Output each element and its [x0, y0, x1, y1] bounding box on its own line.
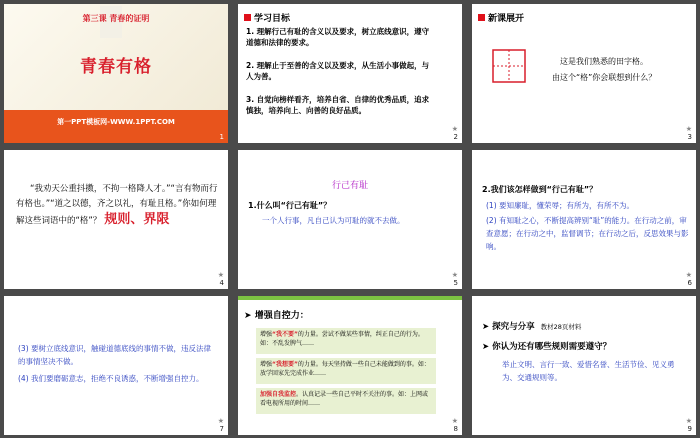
slide-8-thumbnail[interactable] [238, 296, 462, 435]
heading-text: 增强自控力： [254, 311, 309, 321]
heading-text: 探究与分享 [492, 322, 535, 332]
slide-5-thumbnail[interactable] [238, 150, 462, 289]
quotation-body: “我劝天公重抖擞，不拘一格降人才。”“言有物而行有格也。”“道之以德，齐之以礼，有耻且格。”你如何理解这些词语中的“格”？ [16, 184, 218, 226]
arrow-bullet-icon: ➤ [482, 322, 493, 332]
section-title: 行己有耻 [331, 181, 368, 191]
slide-7-thumbnail[interactable] [4, 296, 228, 435]
intro-line-1: 这是我们熟悉的田字格。 [560, 57, 648, 66]
slide-number: 5 [453, 279, 458, 287]
tianzige-grid-icon [492, 49, 526, 83]
tip-box-1 [256, 328, 436, 354]
slide-number: 6 [687, 279, 692, 287]
bullet-square-icon [478, 14, 485, 21]
tip-box-2 [256, 358, 436, 384]
lesson-title: 青春有格 [80, 57, 152, 77]
tip-prefix: 增强 [260, 361, 273, 368]
point-4: (4) 我们要磨砺意志，拒绝不良诱惑，不断增强自控力。 [18, 374, 204, 383]
slide-number: 8 [453, 425, 458, 433]
transition-star-icon: ★ [685, 271, 692, 279]
slide-number: 9 [687, 425, 692, 433]
slide-number: 4 [219, 279, 224, 287]
tip-box-3 [256, 388, 436, 414]
arrow-bullet-icon: ➤ [244, 311, 255, 321]
slide-6-thumbnail[interactable] [472, 150, 696, 289]
objective-1: 1. 理解行己有耻的含义以及要求，树立底线意识，遵守道德和法律的要求。 [246, 27, 430, 47]
transition-star-icon: ★ [451, 125, 458, 133]
lesson-subtitle: 第三课 青春的证明 [82, 14, 150, 23]
point-3: (3) 要树立底线意识，触碰道德底线的事情不做，违反法律的事情坚决不做。 [18, 344, 212, 366]
footer-text: 第一PPT模板网-WWW.1PPT.COM [57, 118, 175, 126]
top-accent-bar [238, 296, 462, 300]
bullet-square-icon [244, 14, 251, 21]
transition-star-icon: ★ [217, 271, 224, 279]
slide-heading [244, 308, 309, 321]
textbook-note: 教材28页材料 [540, 323, 582, 331]
question [482, 340, 611, 352]
transition-star-icon: ★ [451, 417, 458, 425]
slide-heading: 学习目标 [254, 14, 291, 24]
answer-highlight: 规则、界限 [104, 212, 170, 227]
tip-highlight: “我不要” [272, 331, 298, 338]
tip-rest: 的力量。每天坚持做一些自己未能做到的事。如：放学回家先完成作业…… [260, 361, 430, 377]
question: 2.我们该怎样做到“行己有耻”？ [482, 185, 598, 194]
answer: 举止文明、言行一致、爱惜名誉、生活节俭、见义勇为、交通规则等。 [502, 360, 675, 382]
objective-2: 2. 理解止于至善的含义以及要求，从生活小事做起，与人为善。 [246, 61, 430, 81]
arrow-bullet-icon: ➤ [482, 342, 493, 352]
slide-number: 1 [219, 133, 224, 141]
slide-2-thumbnail[interactable] [238, 4, 462, 143]
slide-number: 7 [219, 425, 224, 433]
slide-4-thumbnail[interactable] [4, 150, 228, 289]
quotation-text [16, 182, 220, 229]
point-2: (2) 有知耻之心，不断提高辨别“耻”的能力。在行动之前，审查意愿；在行动之中，监督调节；在行动之后，反思效果与影响。 [486, 216, 689, 251]
transition-star-icon: ★ [685, 417, 692, 425]
answer: 一个人行事，凡自己认为可耻的就不去做。 [262, 216, 405, 225]
transition-star-icon: ★ [451, 271, 458, 279]
tip-rest: 。认真记录一些自己平时不关注的事。如：上网或看电视所用的时间…… [260, 391, 429, 407]
question: 1.什么叫“行己有耻”？ [248, 201, 332, 210]
tip-highlight: 加强自我监控 [260, 391, 297, 398]
objective-3: 3. 自觉向榜样看齐，培养自省、自律的优秀品质，追求慎独，培养向上、向善的良好品质。 [246, 95, 430, 115]
slide-heading [482, 320, 581, 332]
slide-number: 3 [687, 133, 692, 141]
transition-star-icon: ★ [685, 125, 692, 133]
intro-line-2: 由这个“格”你会联想到什么？ [552, 73, 657, 82]
slide-heading: 新课展开 [488, 14, 525, 24]
tip-highlight: “我想要” [272, 361, 298, 368]
slide-number: 2 [453, 133, 458, 141]
tip-rest: 的力量。尝试不做某些事情，纠正自己的行为。如：不乱发脾气…… [260, 331, 424, 347]
tip-prefix: 增强 [260, 331, 273, 338]
point-1: (1) 要知廉耻，懂荣辱；有所为，有所不为。 [486, 201, 635, 210]
question-text: 你认为还有哪些规则需要遵守？ [492, 342, 612, 352]
slide-3-thumbnail[interactable] [472, 4, 696, 143]
slide-9-thumbnail[interactable] [472, 296, 696, 435]
transition-star-icon: ★ [217, 417, 224, 425]
slide-1-thumbnail[interactable] [4, 4, 228, 143]
